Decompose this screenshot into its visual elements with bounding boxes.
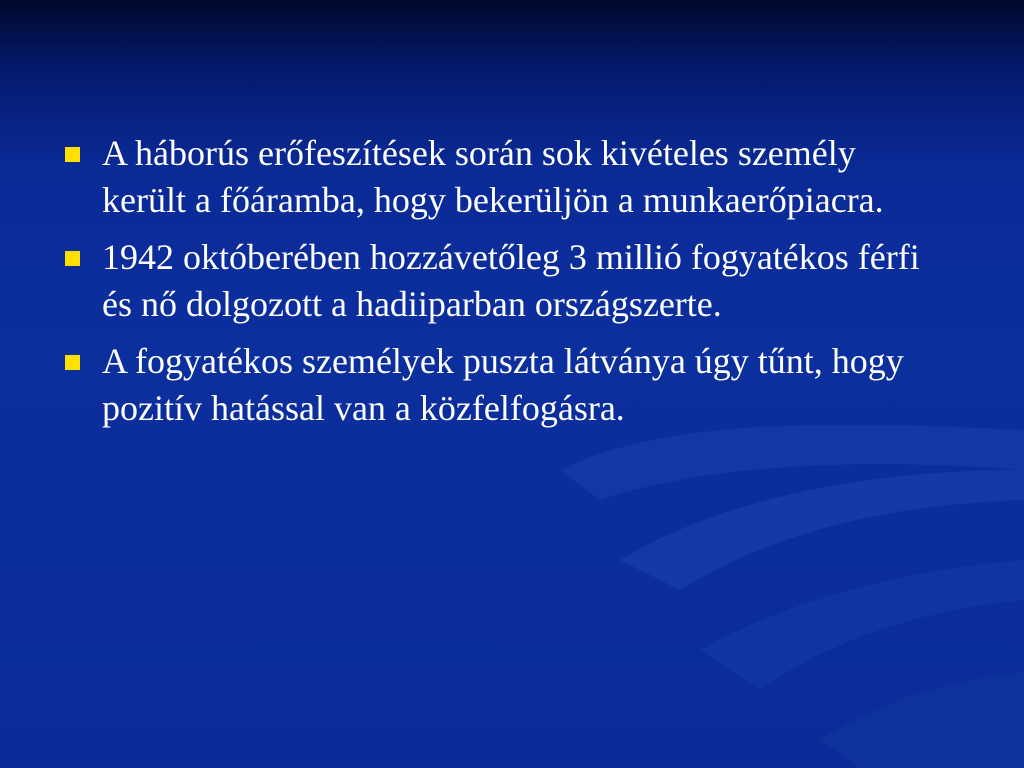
bullet-list [62,130,962,442]
bullet-text: A háborús erőfeszítések során sok kivételes személy került a főáramba, hogy bekerüljön a munkaerőpiacra. [102,133,884,220]
bullet-item [62,234,962,328]
bullet-text: A fogyatékos személyek puszta látványa úgy tűnt, hogy pozitív hatással van a közfelfogásra. [102,341,904,428]
bullet-text: 1942 októberében hozzávetőleg 3 millió fogyatékos férfi és nő dolgozott a hadiiparban országszerte. [102,237,920,324]
square-bullet-icon [65,147,80,162]
square-bullet-icon [65,251,80,266]
bullet-item [62,338,962,432]
bullet-item [62,130,962,224]
square-bullet-icon [65,355,80,370]
